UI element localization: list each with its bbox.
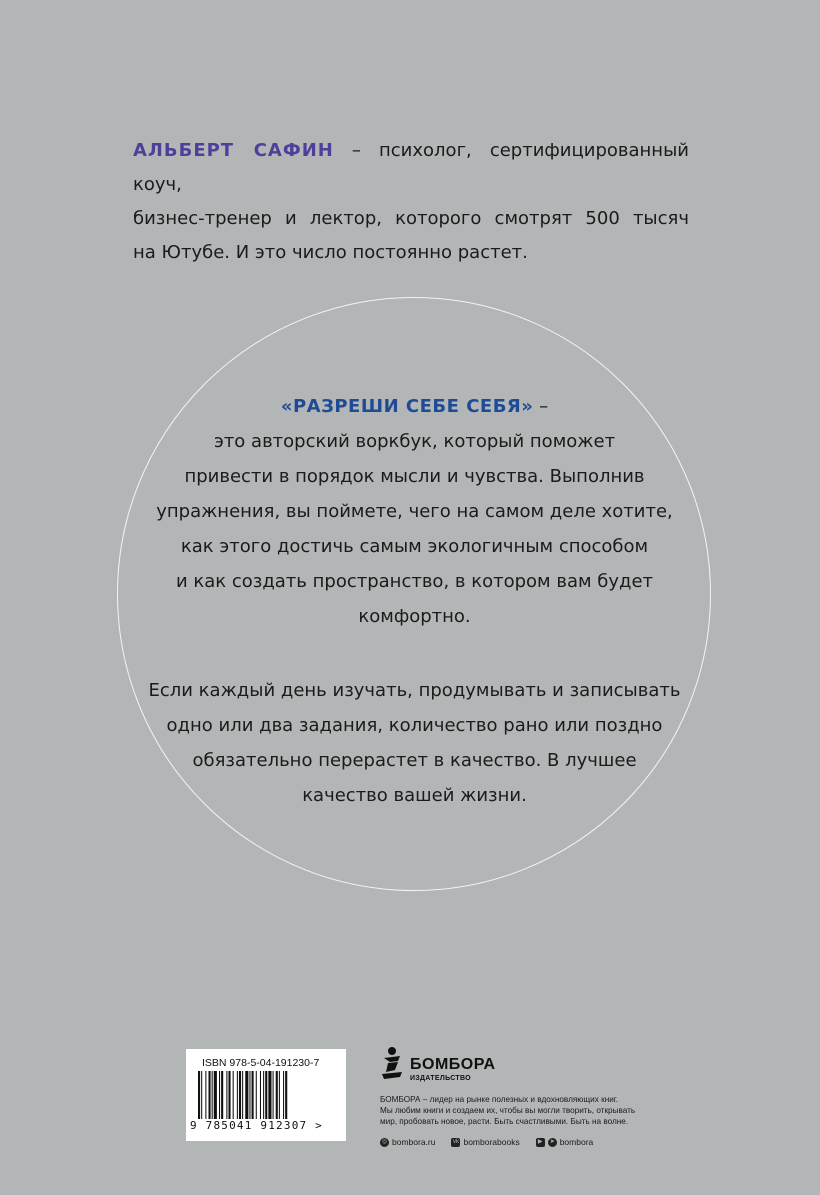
description-line: это авторский воркбук, который поможет xyxy=(213,431,616,452)
author-bio xyxy=(133,134,689,270)
barcode-bar xyxy=(283,1071,284,1119)
barcode-bar xyxy=(239,1071,241,1119)
publisher-subtitle: ИЗДАТЕЛЬСТВО xyxy=(410,1075,471,1082)
social-link-site[interactable] xyxy=(380,1137,435,1147)
publisher-logo xyxy=(380,1046,680,1082)
author-bio-line-3: на Ютубе. И это число постоянно растет. xyxy=(133,242,528,263)
barcode-bar xyxy=(260,1071,261,1119)
barcode-bar xyxy=(205,1071,206,1119)
barcode-bar xyxy=(279,1071,280,1119)
description-paragraph-1 xyxy=(117,389,712,634)
author-bio-line-1 xyxy=(133,134,689,202)
barcode-bar xyxy=(263,1071,264,1119)
barcode-bar xyxy=(219,1071,220,1119)
barcode-bar xyxy=(237,1071,238,1119)
barcode-bar xyxy=(276,1071,278,1119)
isbn-number: ISBN 978-5-04-191230-7 xyxy=(202,1057,320,1069)
description-line: как этого достичь самым экологичным способом xyxy=(180,536,649,557)
barcode-bar xyxy=(214,1071,217,1119)
description-line: упражнения, вы поймете, чего на самом деле хотите, xyxy=(156,501,673,522)
publisher-desc-line: мир, пробовать новое, расти. Быть счастливыми. Быть на волне. xyxy=(380,1117,629,1126)
barcode-bar xyxy=(209,1071,211,1119)
youtube-icon: ▶ xyxy=(536,1138,545,1147)
publisher-block xyxy=(380,1046,680,1147)
publisher-desc-line: Мы любим книги и создаем их, чтобы вы могли творить, открывать xyxy=(380,1106,636,1115)
publisher-description xyxy=(380,1094,680,1127)
author-bio-text: – психолог, сертифицированный коуч, xyxy=(133,140,689,195)
author-name: АЛЬБЕРТ САФИН xyxy=(133,140,334,161)
barcode-bar xyxy=(198,1071,200,1119)
barcode-bar xyxy=(273,1071,274,1119)
barcode-bar xyxy=(249,1071,250,1119)
description-line: и как создать пространство, в котором вам будет xyxy=(175,571,654,592)
barcode-bar xyxy=(252,1071,254,1119)
description-line: обязательно перерастет в качество. В лучшее xyxy=(192,750,637,771)
barcode-bar xyxy=(285,1071,287,1119)
publisher-socials xyxy=(380,1137,680,1147)
barcode-bar xyxy=(228,1071,230,1119)
bombora-figure-icon xyxy=(380,1046,406,1082)
description-line: одно или два задания, количество рано или поздно xyxy=(166,715,663,736)
social-label: bombora xyxy=(559,1137,594,1147)
barcode-digits: 9 785041 912307 > xyxy=(190,1119,323,1132)
description-line: привести в порядок мысли и чувства. Выполнив xyxy=(184,466,645,487)
publisher-name: БОМБОРА xyxy=(410,1056,496,1073)
description-line: комфортно. xyxy=(358,606,471,627)
book-title: «РАЗРЕШИ СЕБЕ СЕБЯ» xyxy=(280,396,534,417)
description-line: качество вашей жизни. xyxy=(302,785,527,806)
vk-icon: vk xyxy=(452,1138,459,1145)
barcode-bar xyxy=(212,1071,213,1119)
barcode-bar xyxy=(226,1071,227,1119)
social-label: bomborabooks xyxy=(463,1137,520,1147)
barcode-bar xyxy=(242,1071,243,1119)
telegram-icon: ➤ xyxy=(549,1138,555,1145)
publisher-desc-line: БОМБОРА – лидер на рынке полезных и вдохновляющих книг. xyxy=(380,1095,619,1104)
barcode-bar xyxy=(201,1071,202,1119)
title-dash: – xyxy=(533,396,549,417)
barcode-bars xyxy=(198,1071,334,1119)
barcode-bar xyxy=(245,1071,248,1119)
social-label: bombora.ru xyxy=(392,1137,436,1147)
description-paragraph-2 xyxy=(117,673,712,813)
barcode-bar xyxy=(265,1071,267,1119)
instagram-icon: ◎ xyxy=(381,1138,388,1145)
barcode-bar xyxy=(268,1071,271,1119)
social-link-bombora[interactable] xyxy=(536,1137,594,1147)
barcode-bar xyxy=(256,1071,257,1119)
barcode-bar xyxy=(221,1071,223,1119)
author-bio-line-2: бизнес-тренер и лектор, которого смотрят 500 тысяч xyxy=(133,208,689,229)
social-link-vk[interactable] xyxy=(451,1137,519,1147)
description-line: Если каждый день изучать, продумывать и записывать xyxy=(148,680,681,701)
isbn-barcode xyxy=(186,1049,346,1141)
book-title-line xyxy=(117,389,712,424)
barcode-bar xyxy=(233,1071,234,1119)
